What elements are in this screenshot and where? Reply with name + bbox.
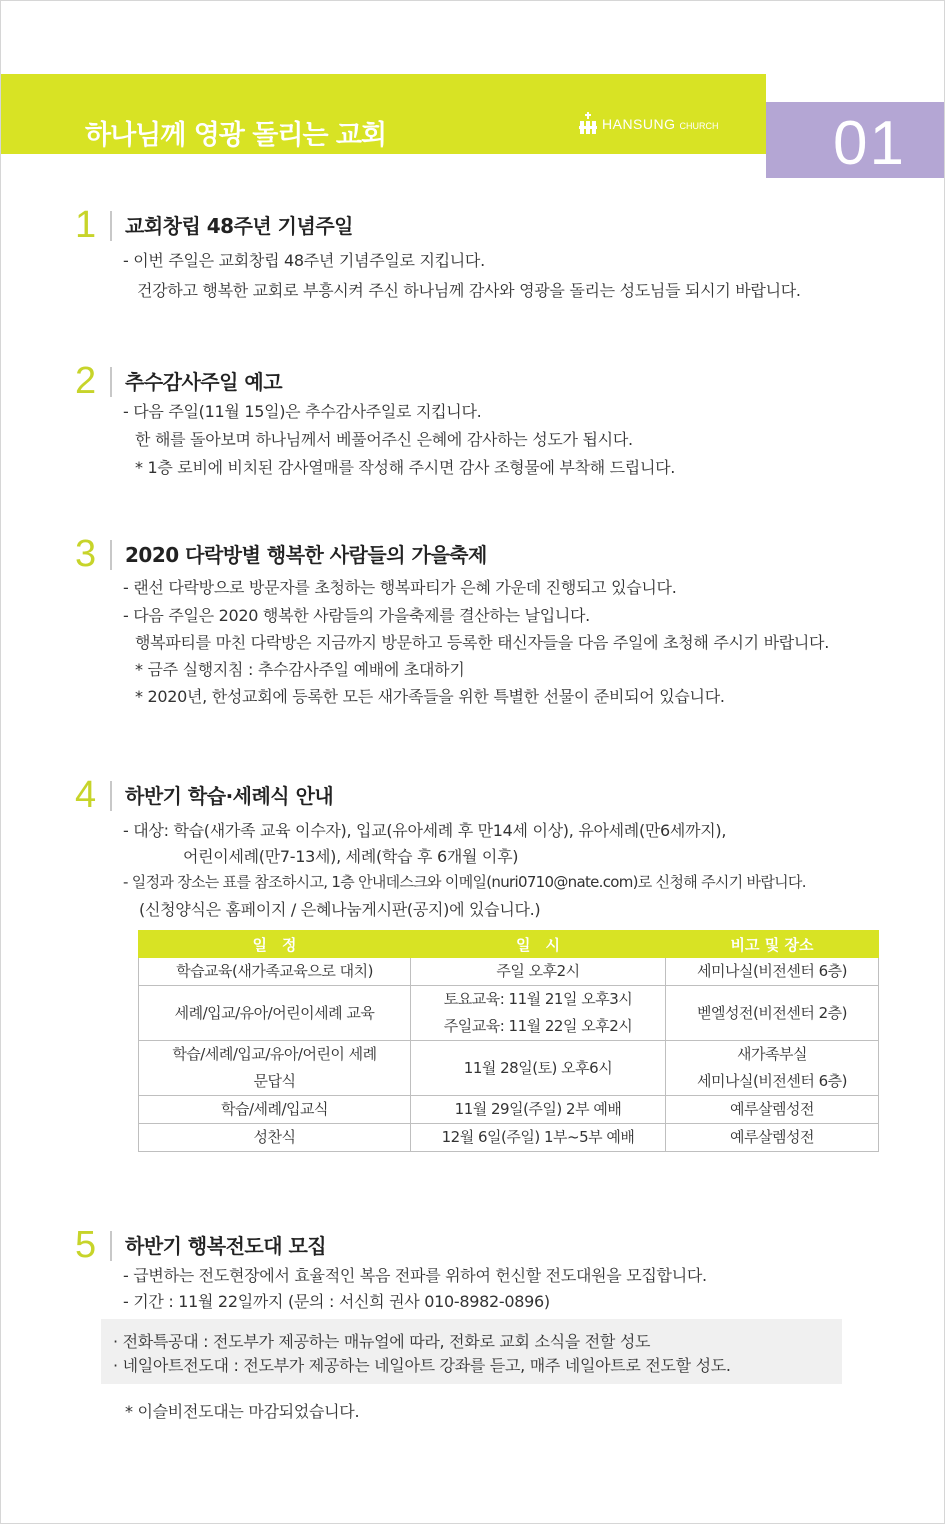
cell-text: 세례/입교/유아/어린이세례 교육: [174, 1003, 375, 1022]
section-number: 4: [75, 774, 97, 816]
table-cell-time: [411, 1124, 666, 1152]
section-title: 교회창립 48주년 기념주일: [125, 214, 353, 238]
page-title: 하나님께 영광 돌리는 교회: [85, 120, 387, 151]
table-row: [139, 986, 879, 1041]
cell-text: 성찬식: [253, 1128, 296, 1146]
team-item: · 전화특공대 : 전도부가 제공하는 매뉴얼에 따라, 전화로 교회 소식을 전할 성도: [113, 1332, 651, 1351]
church-logo-icon: [579, 112, 597, 136]
table-cell-time: [411, 1041, 666, 1096]
section-line: * 1층 로비에 비치된 감사열매를 작성해 주시면 감사 조형물에 부착해 드립니다.: [135, 458, 676, 477]
section-line: - 일정과 장소는 표를 참조하시고, 1층 안내데스크와 이메일(nuri0710@nate.com)로 신청해 주시기 바랍니다.: [123, 873, 806, 891]
table-row: [139, 1096, 879, 1124]
cell-text: 세미나실(비전센터 6층): [697, 1072, 847, 1090]
cell-text: 새가족부실: [737, 1045, 807, 1063]
section-divider: [110, 1231, 112, 1261]
table-header: 일 정: [139, 931, 411, 958]
section-title: 추수감사주일 예고: [125, 370, 283, 394]
section-number: 1: [75, 204, 97, 246]
section-number: 5: [75, 1224, 97, 1266]
cell-text: 세미나실(비전센터 6층): [697, 962, 847, 980]
cell-text: 예루살렘성전: [730, 1128, 814, 1146]
table-cell-time: [411, 1096, 666, 1124]
section-line: - 대상: 학습(새가족 교육 이수자), 입교(유아세례 후 만14세 이상), 유아세례(만6세까지),: [123, 821, 727, 840]
section-line: 한 해를 돌아보며 하나님께서 베풀어주신 은혜에 감사하는 성도가 됩시다.: [135, 430, 633, 449]
cell-text: 11월 29일(주일) 2부 예배: [454, 1100, 622, 1118]
section-line: - 급변하는 전도현장에서 효율적인 복음 전파를 위하여 헌신할 전도대원을 모집합니다.: [123, 1266, 707, 1285]
section-divider: [110, 367, 112, 397]
section-line: 건강하고 행복한 교회로 부흥시켜 주신 하나님께 감사와 영광을 돌리는 성도님들 되시기 바랍니다.: [137, 281, 801, 300]
table-row: [139, 1124, 879, 1152]
section-divider: [110, 540, 112, 570]
section-line: - 기간 : 11월 22일까지 (문의 : 서신희 권사 010-8982-0896): [123, 1292, 550, 1311]
section-line: 행복파티를 마친 다락방은 지금까지 방문하고 등록한 태신자들을 다음 주일에 초청해 주시기 바랍니다.: [135, 633, 829, 652]
team-item: · 네일아트전도대 : 전도부가 제공하는 네일아트 강좌를 듣고, 매주 네일아트로 전도할 성도.: [113, 1356, 731, 1375]
section-line: - 다음 주일(11월 15일)은 추수감사주일로 지킵니다.: [123, 402, 482, 421]
table-row: [139, 958, 879, 986]
cell-text: 12월 6일(주일) 1부~5부 예배: [441, 1128, 635, 1146]
cell-text: 학습교육(새가족교육으로 대치): [176, 962, 373, 980]
section-line: * 2020년, 한성교회에 등록한 모든 새가족들을 위한 특별한 선물이 준비되어 있습니다.: [135, 687, 725, 706]
cell-text: 예루살렘성전: [730, 1100, 814, 1118]
table-cell-place: [666, 958, 879, 986]
table-cell-place: [666, 1124, 879, 1152]
cell-text: 문답식: [253, 1072, 296, 1090]
section-number: 3: [75, 533, 97, 575]
section-line: 어린이세례(만7-13세), 세례(학습 후 6개월 이후): [183, 847, 519, 866]
table-cell-event: [139, 1096, 411, 1124]
closing-note: * 이슬비전도대는 마감되었습니다.: [125, 1402, 360, 1421]
cell-text: 주일 오후2시: [496, 962, 580, 980]
table-header: 일 시: [411, 931, 666, 958]
section-title: 2020 다락방별 행복한 사람들의 가을축제: [125, 543, 487, 567]
table-cell-time: [411, 986, 666, 1041]
table-cell-place: [666, 986, 879, 1041]
section-divider: [110, 211, 112, 241]
cell-text: 학습/세례/입교/유아/어린이 세례: [172, 1045, 377, 1063]
table-cell-event: [139, 1041, 411, 1096]
section-title: 하반기 행복전도대 모집: [125, 1234, 327, 1258]
section-divider: [110, 781, 112, 811]
table-cell-event: [139, 986, 411, 1041]
cell-text: 11월 28일(토) 오후6시: [463, 1058, 613, 1077]
schedule-table: [138, 930, 879, 1152]
section-number: 2: [75, 360, 97, 402]
table-header-row: [139, 931, 879, 958]
table-header: 비고 및 장소: [666, 931, 879, 958]
church-logo: [579, 112, 719, 136]
section-line: - 이번 주일은 교회창립 48주년 기념주일로 지킵니다.: [123, 251, 485, 270]
section-title: 하반기 학습·세례식 안내: [125, 784, 334, 808]
table-cell-time: [411, 958, 666, 986]
table-cell-event: [139, 958, 411, 986]
logo-text: HANSUNG: [602, 116, 676, 132]
section-line: - 다음 주일은 2020 행복한 사람들의 가을축제를 결산하는 날입니다.: [123, 606, 590, 625]
table-cell-place: [666, 1041, 879, 1096]
logo-subtext: CHURCH: [679, 121, 719, 131]
cell-text: 토요교육: 11월 21일 오후3시: [443, 990, 633, 1008]
section-line: * 금주 실행지침 : 추수감사주일 예배에 초대하기: [135, 660, 465, 679]
section-line: (신청양식은 홈페이지 / 은혜나눔게시판(공지)에 있습니다.): [139, 900, 541, 919]
section-line: - 랜선 다락방으로 방문자를 초청하는 행복파티가 은혜 가운데 진행되고 있습니다.: [123, 578, 677, 597]
cell-text: 학습/세례/입교식: [220, 1100, 329, 1118]
page-number: 01: [833, 109, 906, 178]
table-row: [139, 1041, 879, 1096]
cell-text: 주일교육: 11월 22일 오후2시: [443, 1017, 633, 1035]
cell-text: 벧엘성전(비전센터 2층): [697, 1003, 847, 1022]
table-cell-place: [666, 1096, 879, 1124]
table-cell-event: [139, 1124, 411, 1152]
